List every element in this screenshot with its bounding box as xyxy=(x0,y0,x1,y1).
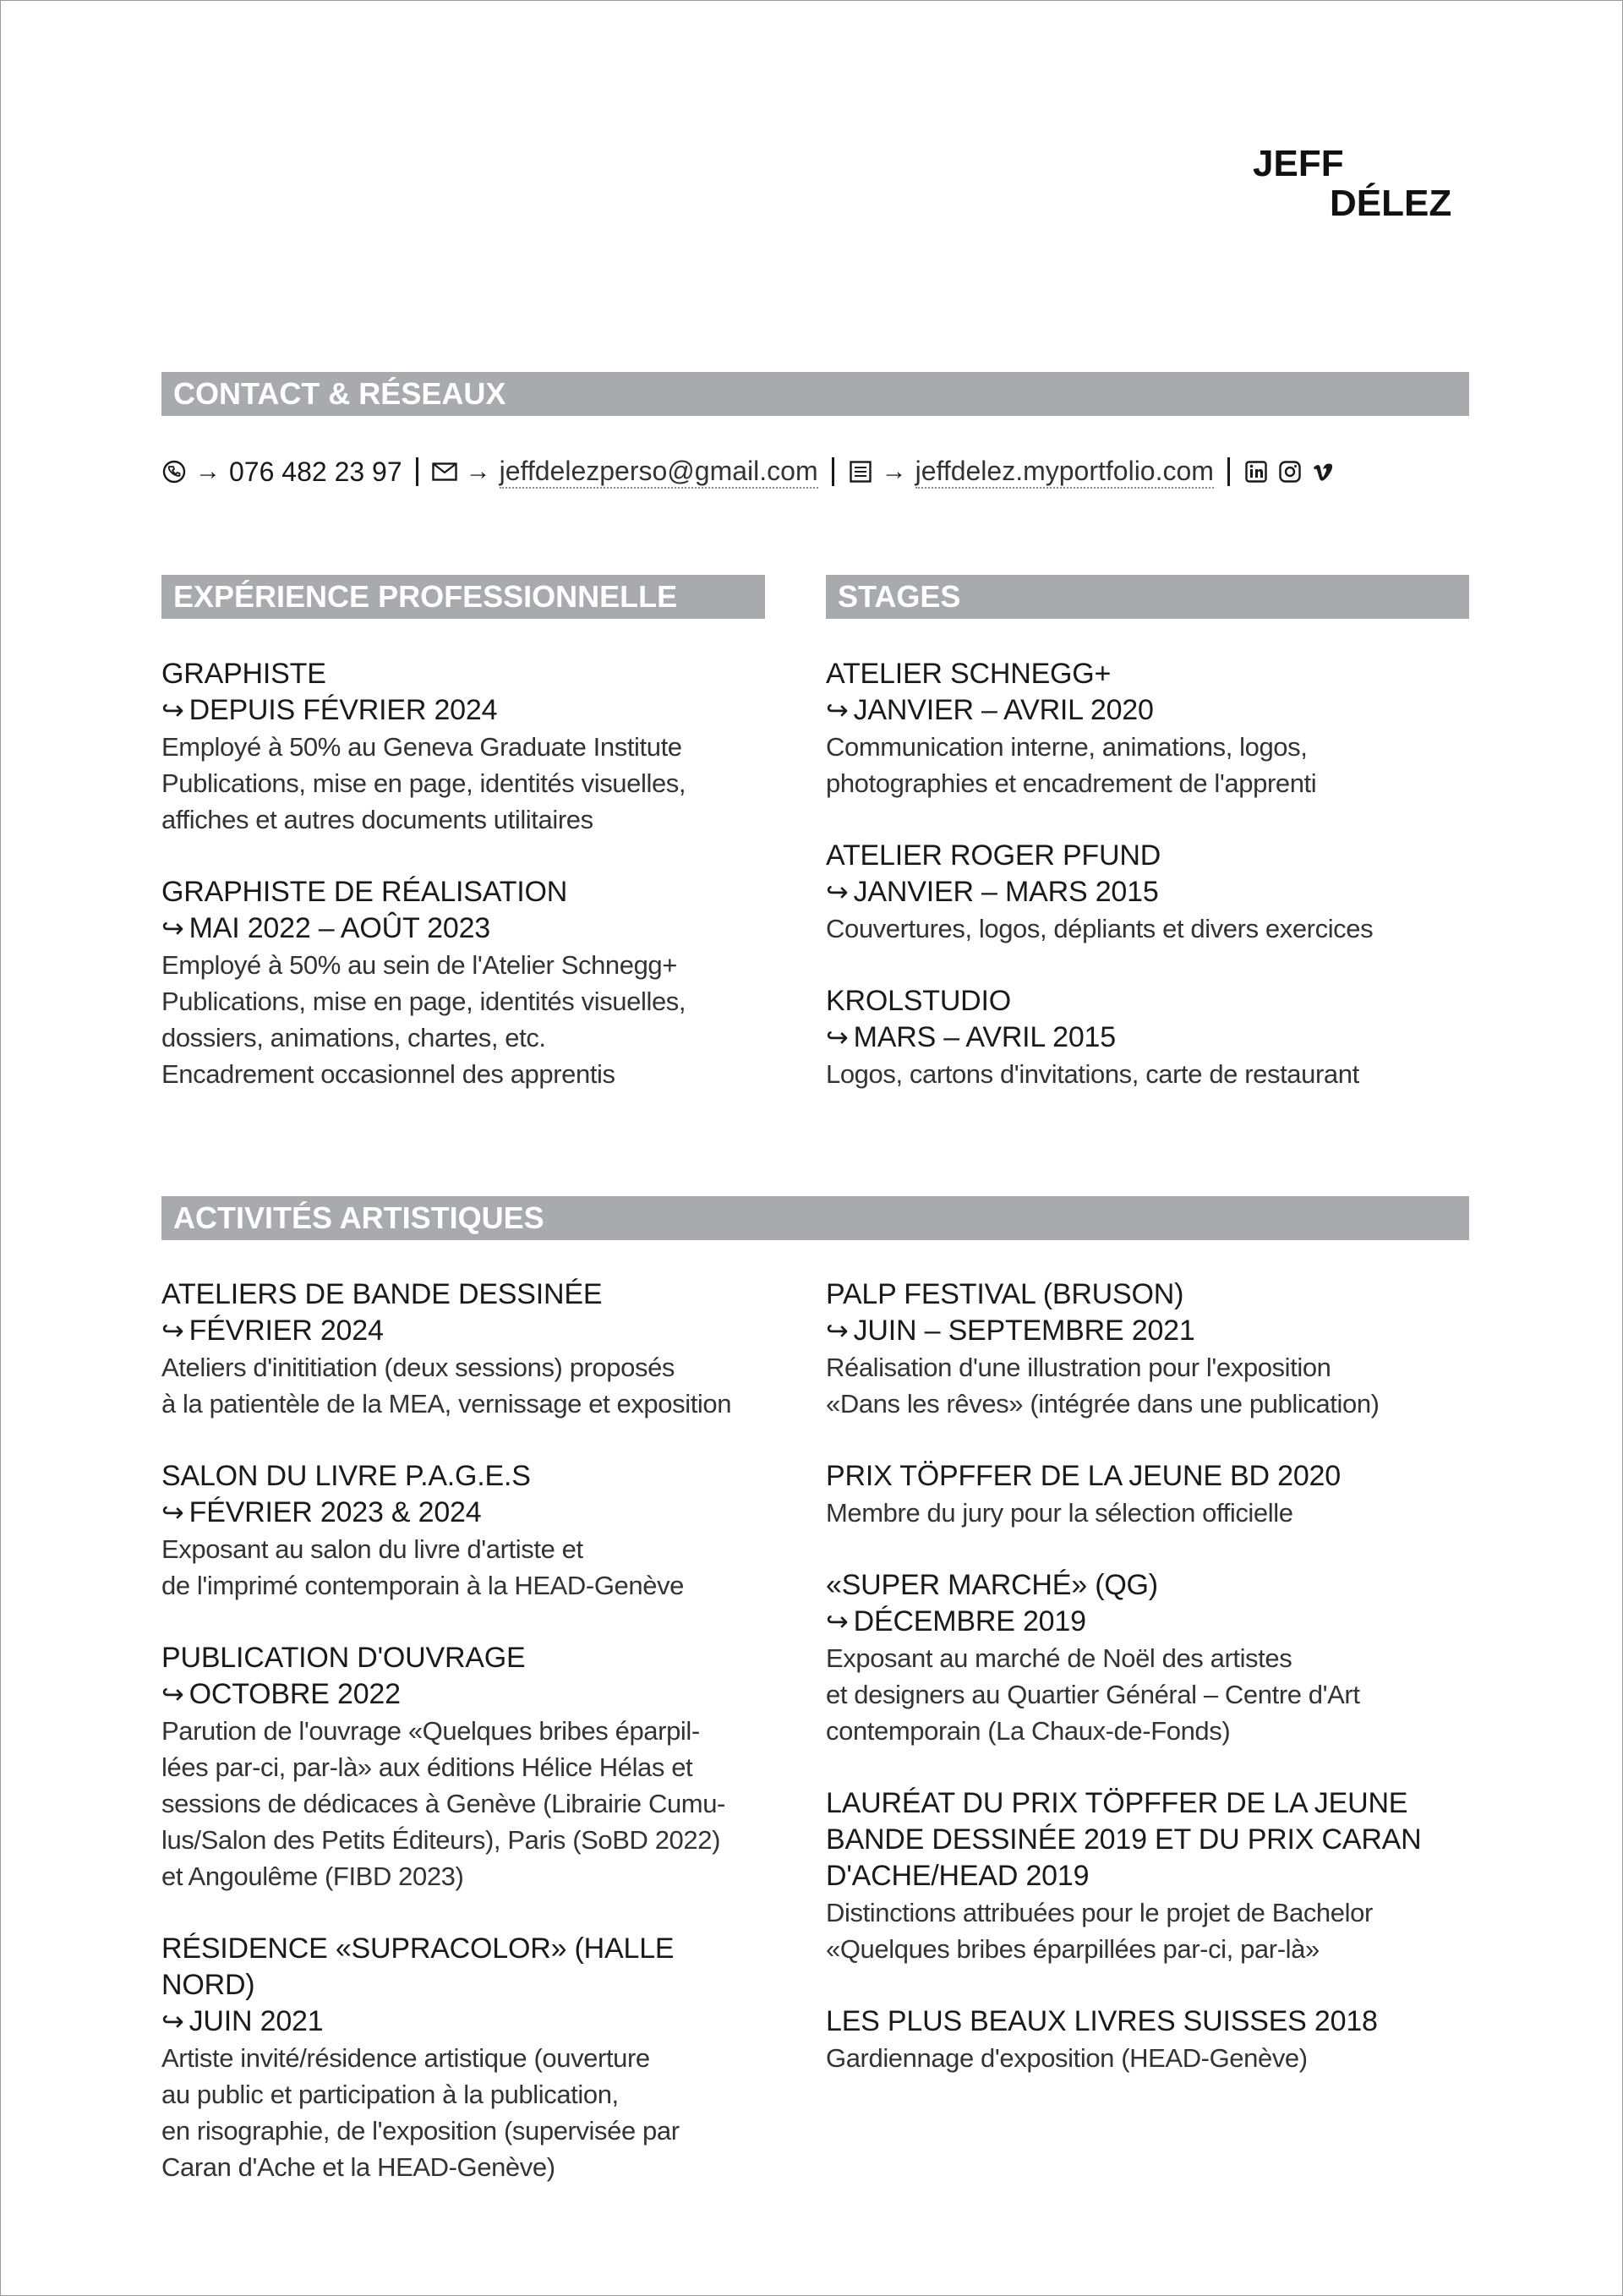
entry-title: PALP FESTIVAL (BRUSON) xyxy=(826,1278,1184,1310)
entry-date-text: JUIN – SEPTEMBRE 2021 xyxy=(853,1315,1195,1347)
entry-title: RÉSIDENCE «SUPRACOLOR» (HALLE NORD) xyxy=(161,1932,675,2001)
hook-arrow-icon: ↪ xyxy=(161,1315,184,1346)
entry-description: Ateliers d'inititiation (deux sessions) proposés à la patientèle de la MEA, vernissage et exposition xyxy=(161,1353,732,1419)
resume-entry xyxy=(826,656,1434,801)
contact-heading: CONTACT & RÉSEAUX xyxy=(161,372,1469,416)
entry-title: KROLSTUDIO xyxy=(826,985,1012,1017)
entry-description: Employé à 50% au sein de l'Atelier Schnegg+ Publications, mise en page, identités visuelles, dossiers, animations, chartes, etc. Encadrement occasionnel des apprentis xyxy=(161,950,686,1089)
entry-description: Parution de l'ouvrage «Quelques bribes éparpil- lées par-ci, par-là» aux éditions Hélice Hélas et sessions de dédicaces à Genève (Librairie Cumu- lus/Salon des Petits Éditeurs), Paris (SoBD 2022) et Angoulême (FIBD 2023) xyxy=(161,1716,725,1891)
entry-date xyxy=(161,1676,770,1713)
entry-description: Gardiennage d'exposition (HEAD-Genève) xyxy=(826,2043,1308,2073)
entry-date-text: FÉVRIER 2023 & 2024 xyxy=(189,1496,482,1528)
entry-date-text: DÉCEMBRE 2019 xyxy=(853,1605,1086,1637)
email-link[interactable]: jeffdelezperso@gmail.com xyxy=(500,456,818,489)
stages-heading: STAGES xyxy=(826,575,1469,619)
entry-title: «SUPER MARCHÉ» (QG) xyxy=(826,1569,1158,1601)
linkedin-icon[interactable] xyxy=(1243,459,1269,484)
entry-description: Logos, cartons d'invitations, carte de restaurant xyxy=(826,1059,1359,1089)
name-first: JEFF xyxy=(1253,143,1344,184)
entry-date xyxy=(161,910,770,947)
entry-title: SALON DU LIVRE P.A.G.E.S xyxy=(161,1460,531,1492)
portfolio-icon xyxy=(848,459,873,484)
entry-date-text: DEPUIS FÉVRIER 2024 xyxy=(189,694,498,726)
entry-title: GRAPHISTE xyxy=(161,658,326,690)
entry-description: Membre du jury pour la sélection officielle xyxy=(826,1498,1293,1528)
resume-entry xyxy=(161,874,770,1092)
resume-entry xyxy=(826,983,1434,1092)
resume-entry xyxy=(161,1640,770,1894)
entry-date-text: FÉVRIER 2024 xyxy=(189,1315,384,1347)
separator xyxy=(832,457,834,486)
arrow-icon: → xyxy=(195,457,221,485)
entry-title: ATELIER ROGER PFUND xyxy=(826,839,1161,872)
experience-heading: EXPÉRIENCE PROFESSIONNELLE xyxy=(161,575,765,619)
hook-arrow-icon: ↪ xyxy=(826,695,849,725)
vimeo-icon[interactable] xyxy=(1311,459,1336,484)
entry-date-text: JANVIER – AVRIL 2020 xyxy=(853,694,1154,726)
entry-title: PUBLICATION D'OUVRAGE xyxy=(161,1642,526,1674)
entry-description: Exposant au salon du livre d'artiste et de l'imprimé contemporain à la HEAD-Genève xyxy=(161,1534,685,1600)
resume-entry xyxy=(161,1931,770,2185)
entry-title: ATELIERS DE BANDE DESSINÉE xyxy=(161,1278,603,1310)
resume-entry xyxy=(826,1276,1468,1422)
hook-arrow-icon: ↪ xyxy=(161,695,184,725)
entry-description: Réalisation d'une illustration pour l'exposition «Dans les rêves» (intégrée dans une publication) xyxy=(826,1353,1380,1419)
phone-number[interactable]: 076 482 23 97 xyxy=(229,456,402,487)
activities-right-list xyxy=(826,1276,1468,2113)
contact-line xyxy=(161,453,1336,490)
entry-description: Communication interne, animations, logos, photographies et encadrement de l'apprenti xyxy=(826,732,1317,798)
experience-list xyxy=(161,656,770,1129)
entry-date xyxy=(161,1495,770,1531)
entry-description: Distinctions attribuées pour le projet de Bachelor «Quelques bribes éparpillées par-ci, par-là» xyxy=(826,1898,1373,1964)
entry-date xyxy=(161,692,770,729)
hook-arrow-icon: ↪ xyxy=(161,2006,184,2036)
entry-title: PRIX TÖPFFER DE LA JEUNE BD 2020 xyxy=(826,1460,1341,1492)
resume-entry xyxy=(826,1785,1468,1967)
arrow-icon: → xyxy=(881,457,907,485)
hook-arrow-icon: ↪ xyxy=(161,1679,184,1709)
separator xyxy=(1227,457,1230,486)
entry-date-text: JANVIER – MARS 2015 xyxy=(853,876,1159,908)
entry-date-text: OCTOBRE 2022 xyxy=(189,1678,401,1710)
entry-title: GRAPHISTE DE RÉALISATION xyxy=(161,876,568,908)
website-link[interactable]: jeffdelez.myportfolio.com xyxy=(915,456,1214,489)
mail-icon xyxy=(432,459,457,484)
entry-date-text: MAI 2022 – AOÛT 2023 xyxy=(189,912,490,944)
entry-date xyxy=(826,1020,1434,1056)
resume-entry xyxy=(826,1458,1468,1531)
entry-description: Couvertures, logos, dépliants et divers exercices xyxy=(826,914,1374,943)
resume-entry xyxy=(161,656,770,838)
entry-date xyxy=(161,1313,770,1349)
resume-entry xyxy=(826,2004,1468,2076)
hook-arrow-icon: ↪ xyxy=(826,1022,849,1052)
hook-arrow-icon: ↪ xyxy=(161,913,184,943)
entry-date xyxy=(826,1604,1468,1640)
phone-icon xyxy=(161,459,187,484)
entry-date-text: JUIN 2021 xyxy=(189,2005,324,2037)
arrow-icon: → xyxy=(465,457,491,485)
entry-title: LES PLUS BEAUX LIVRES SUISSES 2018 xyxy=(826,2005,1378,2037)
entry-date xyxy=(826,874,1434,910)
separator xyxy=(416,457,418,486)
entry-date xyxy=(161,2004,770,2040)
resume-entry xyxy=(826,1567,1468,1749)
name-last: DÉLEZ xyxy=(1330,183,1452,224)
resume-entry xyxy=(161,1458,770,1604)
hook-arrow-icon: ↪ xyxy=(826,877,849,907)
entry-date-text: MARS – AVRIL 2015 xyxy=(853,1021,1116,1053)
hook-arrow-icon: ↪ xyxy=(826,1606,849,1637)
activities-left-list xyxy=(161,1276,770,2222)
entry-title: ATELIER SCHNEGG+ xyxy=(826,658,1112,690)
entry-date xyxy=(826,1313,1468,1349)
entry-description: Employé à 50% au Geneva Graduate Institute Publications, mise en page, identités visuelles, affiches et autres documents utilitaires xyxy=(161,732,686,834)
resume-entry xyxy=(826,838,1434,947)
hook-arrow-icon: ↪ xyxy=(161,1497,184,1528)
activities-heading: ACTIVITÉS ARTISTIQUES xyxy=(161,1196,1469,1240)
stages-list xyxy=(826,656,1434,1129)
hook-arrow-icon: ↪ xyxy=(826,1315,849,1346)
entry-description: Exposant au marché de Noël des artistes et designers au Quartier Général – Centre d'Art contemporain (La Chaux-de-Fonds) xyxy=(826,1643,1360,1746)
instagram-icon[interactable] xyxy=(1277,459,1303,484)
entry-title: LAURÉAT DU PRIX TÖPFFER DE LA JEUNE BANDE DESSINÉE 2019 ET DU PRIX CARAN D'ACHE/HEAD 2019 xyxy=(826,1787,1422,1892)
entry-date xyxy=(826,692,1434,729)
entry-description: Artiste invité/résidence artistique (ouverture au public et participation à la publication, en risographie, de l'exposition (supervisée par Caran d'Ache et la HEAD-Genève) xyxy=(161,2043,680,2182)
resume-entry xyxy=(161,1276,770,1422)
